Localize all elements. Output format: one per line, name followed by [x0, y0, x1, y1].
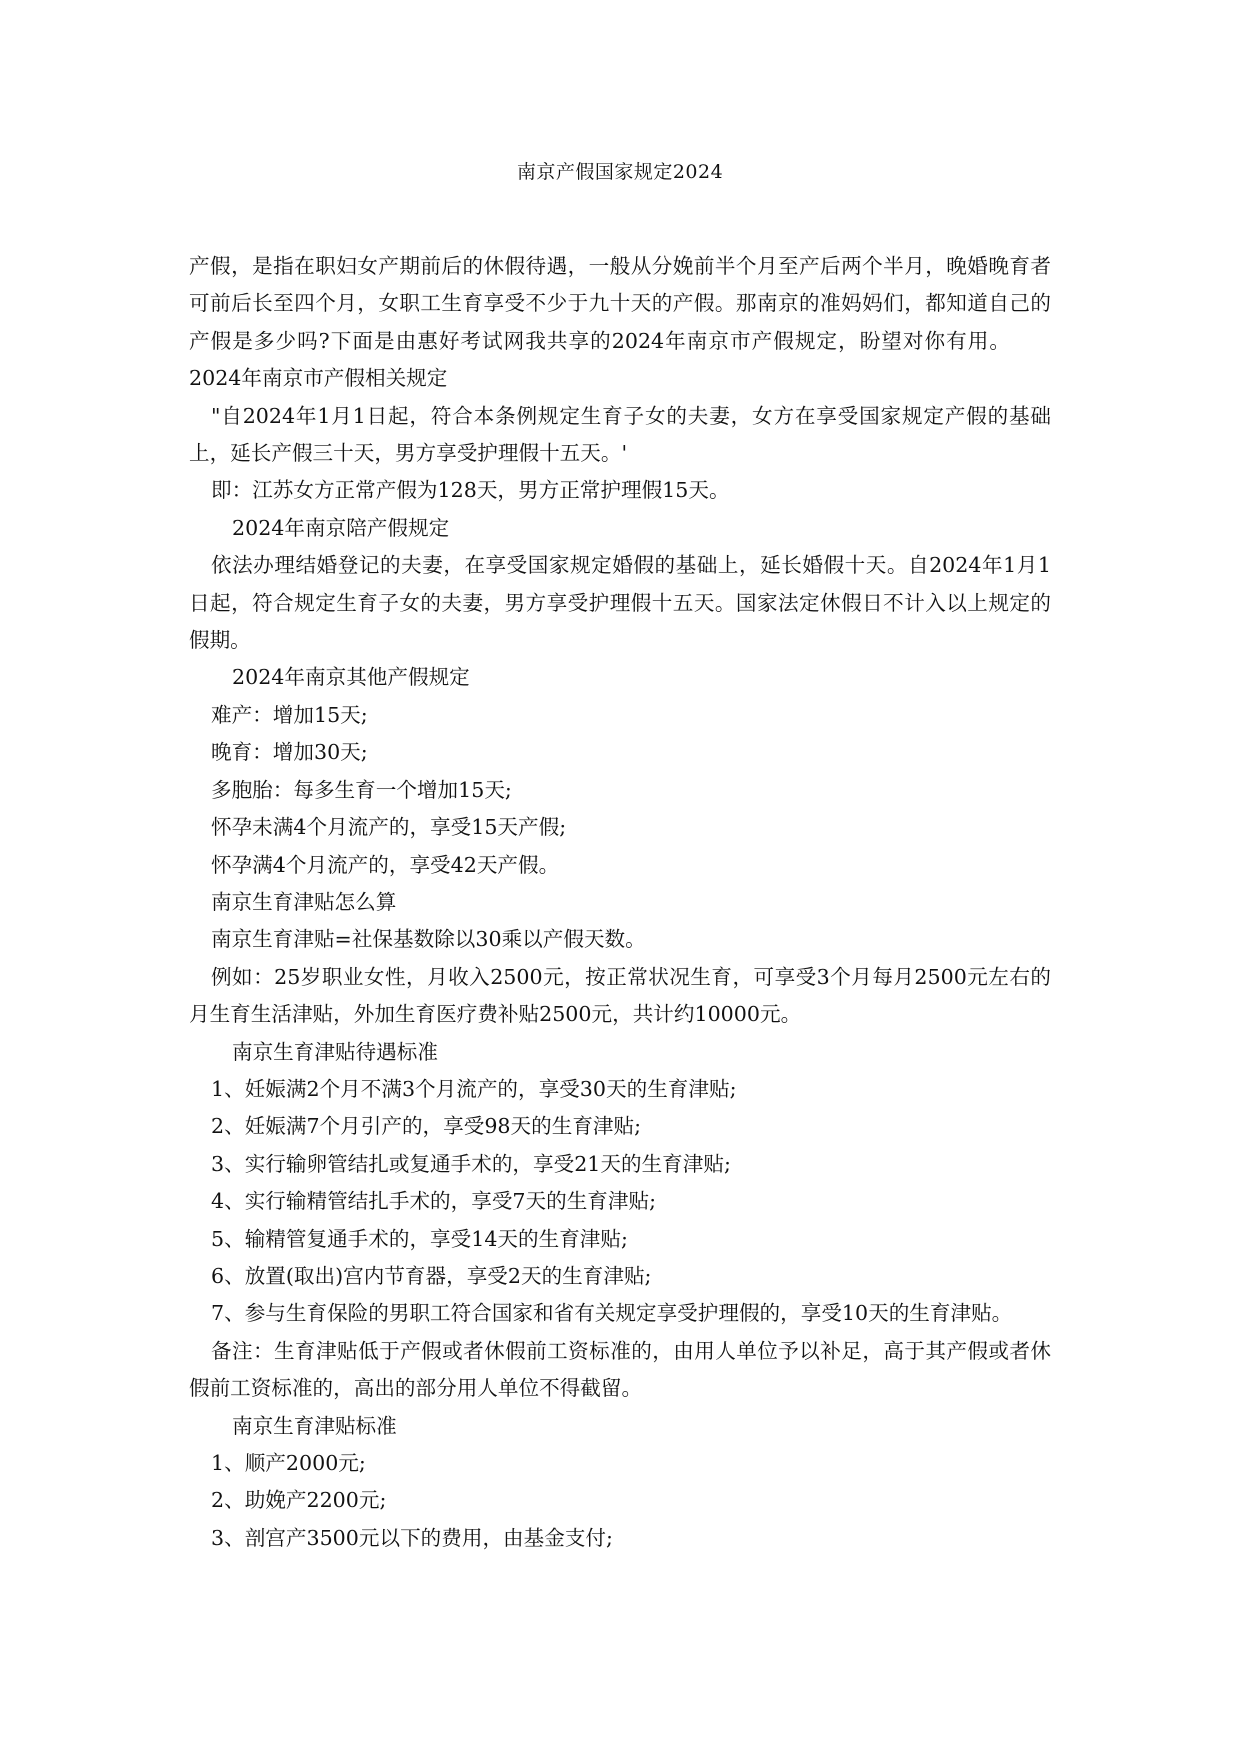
document-body: [189, 248, 1051, 1557]
intro-paragraph: [189, 248, 1051, 398]
other-leave-item: 怀孕未满4个月流产的，享受15天产假;: [211, 815, 567, 840]
standard-item: 1、顺产2000元;: [211, 1451, 366, 1475]
intro-text: 产假，是指在职妇女产期前后的休假待遇，一般从分娩前半个月至产后两个半月，晚婚晚育者可前后长至四个月，女职工生育享受不少于九十天的产假。那南京的准妈妈们，都知道自己的产假是多少吗?下面是由惠好考试网我共享的2024年南京市产假规定，盼望对你有用。: [189, 254, 1051, 353]
treatment-item: 3、实行输卵管结扎或复通手术的，享受21天的生育津贴;: [211, 1151, 731, 1176]
allowance-calc-heading: 南京生育津贴怎么算: [211, 889, 397, 914]
standard-heading: 南京生育津贴标准: [232, 1413, 397, 1438]
summary-paragraph: 即：江苏女方正常产假为128天，男方正常护理假15天。: [211, 478, 730, 503]
other-leave-item: 难产：增加15天;: [211, 702, 368, 727]
treatment-note: 备注：生育津贴低于产假或者休假前工资标准的，由用人单位予以补足，高于其产假或者休假前工资标准的，高出的部分用人单位不得截留。: [189, 1338, 1051, 1401]
regulation-quote: "自2024年1月1日起，符合本条例规定生育子女的夫妻，女方在享受国家规定产假的基础上，延长产假三十天，男方享受护理假十五天。': [189, 403, 1051, 466]
paternity-paragraph: 依法办理结婚登记的夫妻，在享受国家规定婚假的基础上，延长婚假十天。自2024年1月1日起，符合规定生育子女的夫妻，男方享受护理假十五天。国家法定休假日不计入以上规定的假期。: [189, 553, 1051, 653]
treatment-heading: 南京生育津贴待遇标准: [232, 1039, 438, 1064]
document-title: 南京产假国家规定2024: [516, 161, 724, 183]
treatment-item: 2、妊娠满7个月引产的，享受98天的生育津贴;: [211, 1114, 642, 1139]
treatment-item: 5、输精管复通手术的，享受14天的生育津贴;: [211, 1226, 628, 1251]
other-leave-heading: 2024年南京其他产假规定: [232, 665, 470, 690]
treatment-item: 4、实行输精管结扎手术的，享受7天的生育津贴;: [211, 1189, 657, 1214]
standard-item: 3、剖宫产3500元以下的费用，由基金支付;: [211, 1525, 613, 1550]
other-leave-item: 晚育：增加30天;: [211, 740, 368, 765]
standard-item: 2、助娩产2200元;: [211, 1488, 387, 1513]
allowance-example: 例如：25岁职业女性，月收入2500元，按正常状况生育，可享受3个月每月2500元左右的月生育生活津贴，外加生育医疗费补贴2500元，共计约10000元。: [189, 964, 1051, 1027]
paternity-heading: 2024年南京陪产假规定: [232, 515, 450, 540]
intro-heading: 2024年南京市产假相关规定: [189, 366, 448, 391]
treatment-item: 7、参与生育保险的男职工符合国家和省有关规定享受护理假的，享受10天的生育津贴。: [211, 1301, 1013, 1326]
other-leave-item: 多胞胎：每多生育一个增加15天;: [211, 777, 512, 802]
allowance-formula: 南京生育津贴=社保基数除以30乘以产假天数。: [211, 927, 646, 952]
other-leave-item: 怀孕满4个月流产的，享受42天产假。: [211, 852, 560, 877]
treatment-item: 1、妊娠满2个月不满3个月流产的，享受30天的生育津贴;: [211, 1076, 737, 1101]
treatment-item: 6、放置(取出)宫内节育器，享受2天的生育津贴;: [211, 1263, 652, 1288]
